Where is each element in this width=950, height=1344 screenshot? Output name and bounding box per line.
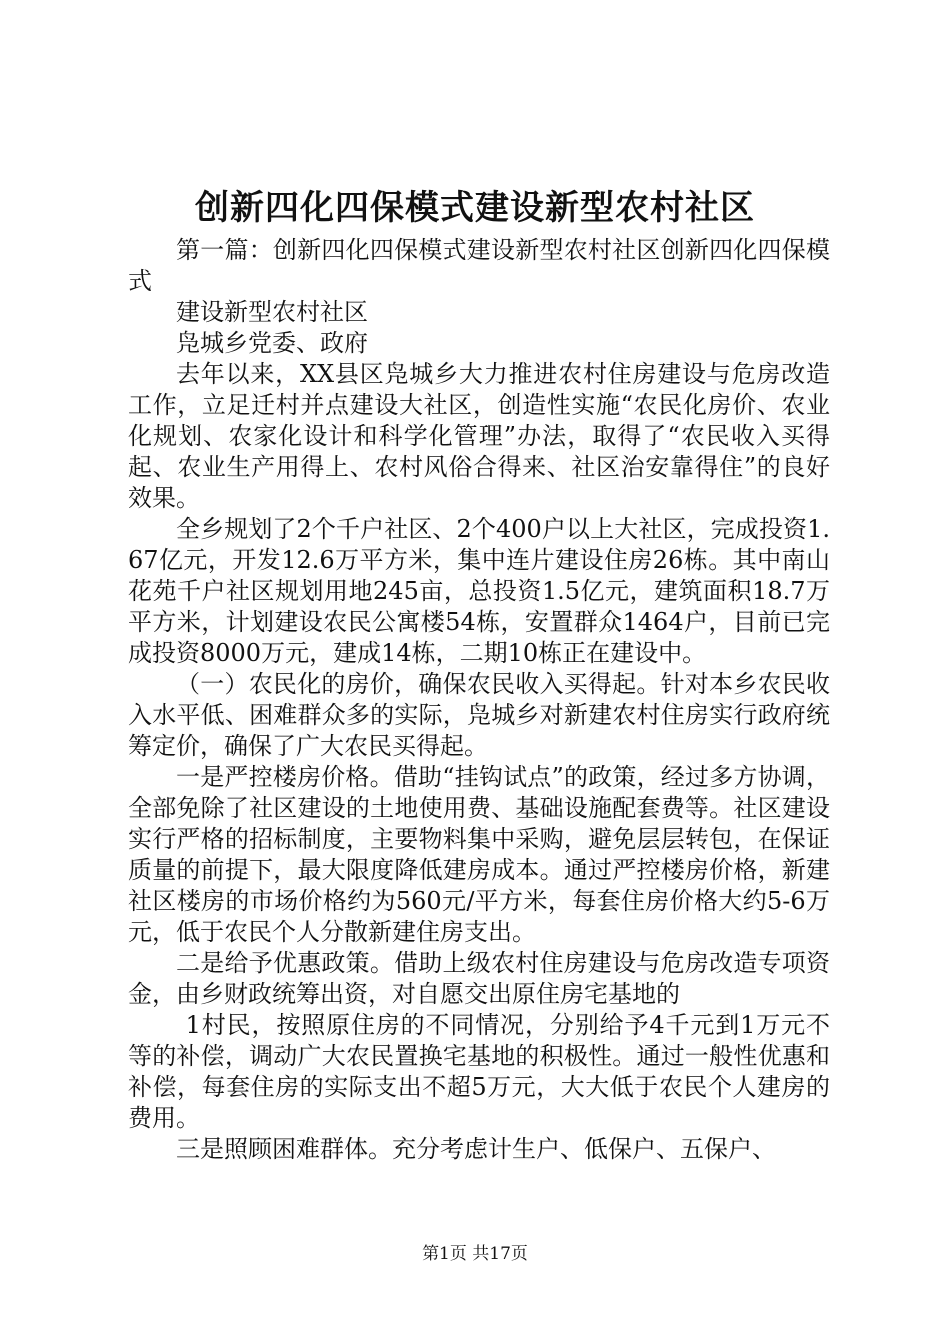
paragraph-author: 凫城乡党委、政府: [176, 329, 368, 357]
paragraph-preferential-policy: 二是给予优惠政策。借助上级农村住房建设与危房改造专项资金，由乡财政统筹出资，对自愿交出原住房宅基地的: [128, 949, 830, 1008]
page-footer: 第1页 共17页: [422, 1244, 528, 1264]
paragraph-compensation: 1村民，按照原住房的不同情况，分别给予4千元到1万元不等的补偿，调动广大农民置换宅基地的积极性。通过一般性优惠和补偿，每套住房的实际支出不超5万元，大大低于农民个人建房的费用。: [128, 1011, 830, 1132]
paragraph-section-one: （一）农民化的房价，确保农民收入买得起。针对本乡农民收入水平低、困难群众多的实际，凫城乡对新建农村住房实行政府统筹定价，确保了广大农民买得起。: [128, 670, 830, 760]
paragraph-subtitle: 建设新型农村社区: [176, 298, 368, 326]
document-title: 创新四化四保模式建设新型农村社区: [195, 188, 755, 228]
paragraph-price-control: 一是严控楼房价格。借助“挂钩试点”的政策，经过多方协调，全部免除了社区建设的土地使用费、基础设施配套费等。社区建设实行严格的招标制度，主要物料集中采购，避免层层转包，在保证质量的前提下，最大限度降低建房成本。通过严控楼房价格，新建社区楼房的市场价格约为560元/平方米，每套住房价格大约5-6万元，低于农民个人分散新建住房支出。: [128, 763, 830, 946]
paragraph-vulnerable-groups: 三是照顾困难群体。充分考虑计生户、低保户、五保户、: [176, 1135, 776, 1163]
document-body: [128, 235, 830, 1165]
paragraph-statistics: 全乡规划了2个千户社区、2个400户以上大社区，完成投资1.67亿元，开发12.6万平方米，集中连片建设住房26栋。其中南山花苑千户社区规划用地245亩，总投资1.5亿元，建筑面积18.7万平方米，计划建设农民公寓楼54栋，安置群众1464户，目前已完成投资8000万元，建成14栋，二期10栋正在建设中。: [128, 515, 830, 667]
paragraph-intro: 第一篇：创新四化四保模式建设新型农村社区创新四化四保模式: [128, 236, 830, 295]
paragraph-overview: 去年以来，XX县区凫城乡大力推进农村住房建设与危房改造工作，立足迁村并点建设大社区，创造性实施“农民化房价、农业化规划、农家化设计和科学化管理”办法，取得了“农民收入买得起、农业生产用得上、农村风俗合得来、社区治安靠得住”的良好效果。: [128, 360, 830, 512]
